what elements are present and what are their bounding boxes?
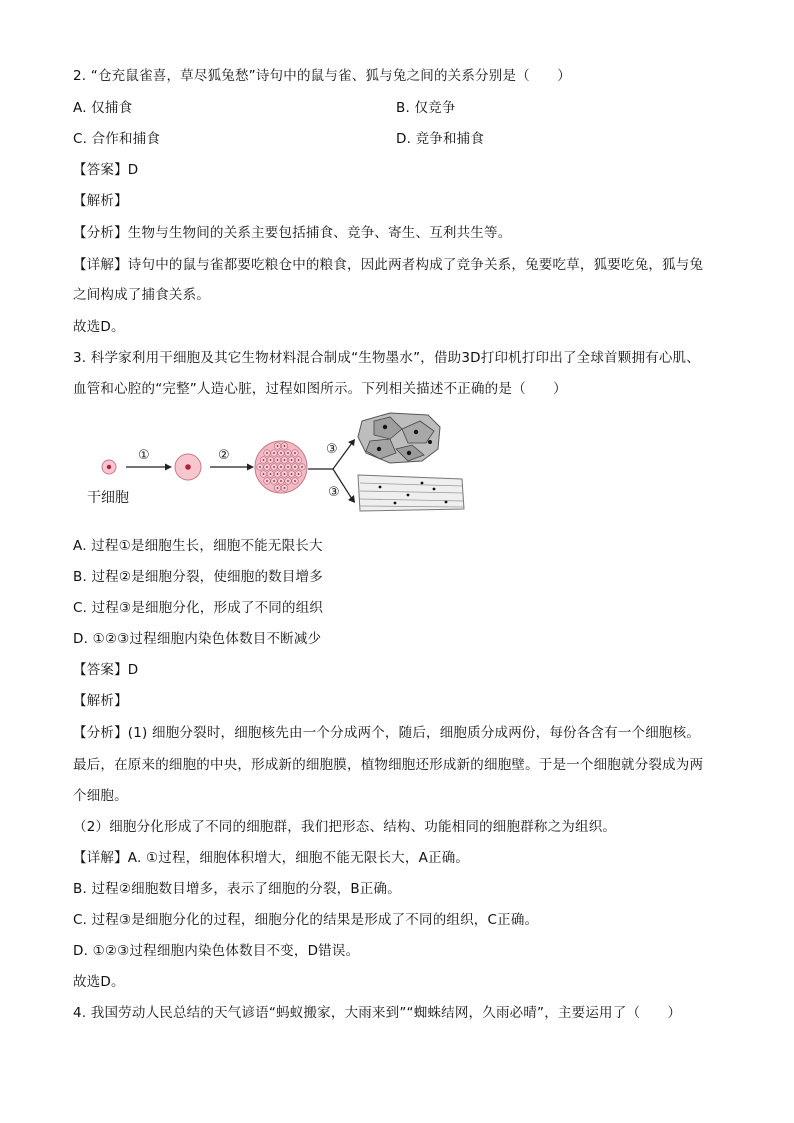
stem-cell-icon xyxy=(102,460,116,474)
tissue-cluster-icon xyxy=(358,413,440,463)
q3-detail-c: C. 过程③是细胞分化的过程，细胞分化的结果是形成了不同的组织，C正确。 xyxy=(73,912,539,928)
q3-analysis-line1: 【分析】(1) 细胞分裂时，细胞核先由一个分成两个，随后，细胞质分成两份，每份各含有一个细胞核。 xyxy=(73,725,701,741)
q2-option-a: A. 仅捕食 xyxy=(73,100,133,116)
q3-analysis-line4: （2）细胞分化形成了不同的细胞群，我们把形态、结构、功能相同的细胞群称之为组织。 xyxy=(73,819,617,835)
stem-cell-label: 干细胞 xyxy=(87,490,129,506)
cell-cluster-icon xyxy=(255,441,307,493)
q2-analysis-heading: 【解析】 xyxy=(73,193,128,209)
grown-cell-icon xyxy=(175,454,201,480)
arrow-step1-icon xyxy=(126,464,172,471)
q3-stem-line1: 3. 科学家利用干细胞及其它生物材料混合制成“生物墨水”，借助3D打印机打印出了全球首颗拥有心肌、 xyxy=(73,350,700,366)
q3-option-c: C. 过程③是细胞分化，形成了不同的组织 xyxy=(73,600,324,616)
q2-option-d: D. 竞争和捕食 xyxy=(396,131,485,147)
q2-conclusion: 故选D。 xyxy=(73,319,125,335)
q2-detail-line2: 之间构成了捕食关系。 xyxy=(73,287,210,303)
q3-analysis-line2: 最后，在原来的细胞的中央，形成新的细胞膜，植物细胞还形成新的细胞壁。于是一个细胞就分裂成为两 xyxy=(73,757,704,773)
q3-detail-a: 【详解】A. ①过程，细胞体积增大，细胞不能无限长大，A正确。 xyxy=(73,850,470,866)
q3-analysis-heading: 【解析】 xyxy=(73,693,128,709)
arrow-step2-icon xyxy=(210,464,254,471)
q3-detail-d: D. ①②③过程细胞内染色体数目不变，D错误。 xyxy=(73,943,360,959)
q2-option-b: B. 仅竞争 xyxy=(396,100,456,116)
step2-label: ② xyxy=(218,448,230,463)
step3-upper-label: ③ xyxy=(326,442,338,457)
q2-option-c: C. 合作和捕食 xyxy=(73,131,161,147)
q3-stem-line2: 血管和心腔的“完整”人造心脏，过程如图所示。下列相关描述不正确的是（ ） xyxy=(73,381,567,397)
muscle-tissue-icon xyxy=(358,475,464,511)
q3-option-d: D. ①②③过程细胞内染色体数目不断减少 xyxy=(73,631,322,647)
q3-option-b: B. 过程②是细胞分裂，使细胞的数目增多 xyxy=(73,569,323,585)
q4-stem: 4. 我国劳动人民总结的天气谚语“蚂蚁搬家，大雨来到”“蜘蛛结网，久雨必晴”，主要运用了（ ） xyxy=(73,1005,682,1021)
q3-detail-b: B. 过程②细胞数目增多，表示了细胞的分裂，B正确。 xyxy=(73,881,401,897)
q3-answer: 【答案】D xyxy=(73,662,139,678)
q3-option-a: A. 过程①是细胞生长，细胞不能无限长大 xyxy=(73,538,323,554)
q3-analysis-line3: 个细胞。 xyxy=(73,788,128,804)
step1-label: ① xyxy=(138,448,150,463)
step3-lower-label: ③ xyxy=(328,485,340,500)
stem-cell-process-diagram xyxy=(90,407,470,517)
q2-analysis: 【分析】生物与生物间的关系主要包括捕食、竞争、寄生、互利共生等。 xyxy=(73,225,512,241)
q2-detail-line1: 【详解】诗句中的鼠与雀都要吃粮仓中的粮食，因此两者构成了竞争关系，兔要吃草，狐要吃兔，狐与兔 xyxy=(73,257,704,273)
q2-stem: 2. “仓充鼠雀喜，草尽狐兔愁”诗句中的鼠与雀、狐与兔之间的关系分别是（ ） xyxy=(73,68,571,84)
q3-conclusion: 故选D。 xyxy=(73,974,125,990)
q2-answer: 【答案】D xyxy=(73,162,139,178)
